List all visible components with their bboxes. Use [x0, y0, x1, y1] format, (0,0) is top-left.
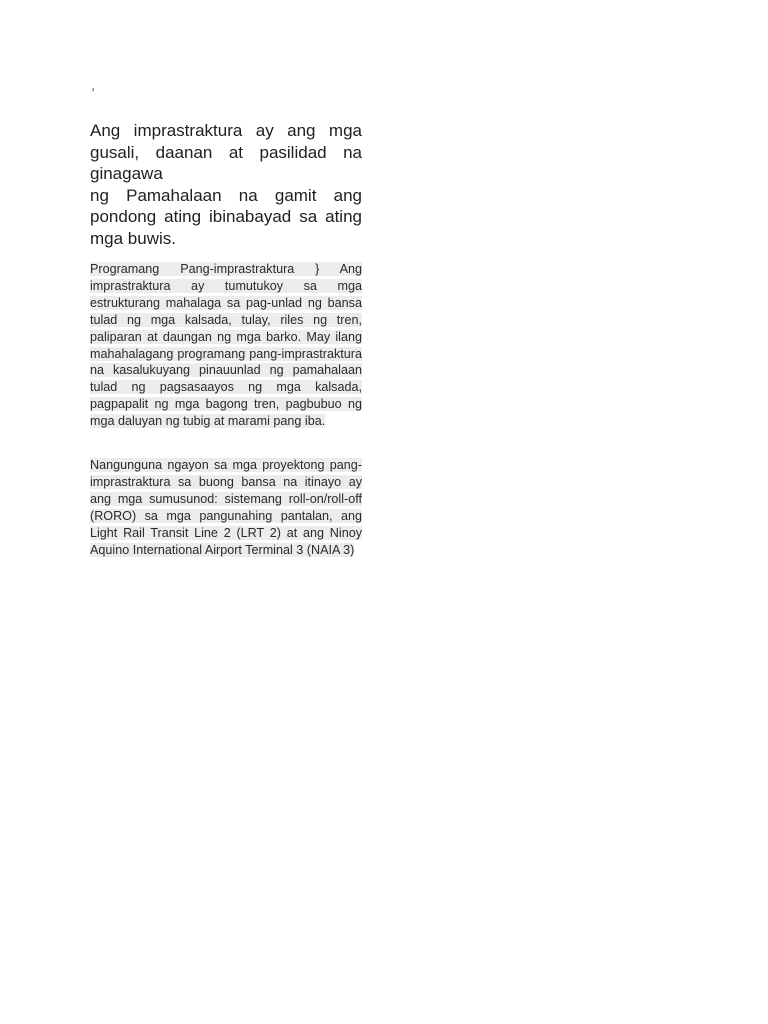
- lead-paragraph: [90, 120, 362, 249]
- lead-line-1: Ang imprastraktura ay ang mga gusali, daanan at pasilidad na ginagawa: [90, 121, 362, 183]
- paragraph-2-text: Nangunguna ngayon sa mga proyektong pang-imprastraktura sa buong bansa na itinayo ay ang mga sumusunod: sistemang roll-on/roll-off (RORO) sa mga pangunahing pantalan, ang Light Rail Transit Line 2 (LRT 2) at ang Ninoy Aquino International Airport Terminal 3 (NAIA 3): [90, 458, 362, 557]
- lead-line-2: ng Pamahalaan na gamit ang pondong ating ibinabayad sa ating mga buwis.: [90, 185, 362, 248]
- paragraph-leading-projects: [90, 457, 362, 558]
- paragraph-infrastructure-program: [90, 261, 362, 430]
- stray-mark: ′: [92, 86, 95, 100]
- paragraph-1-text: Programang Pang-imprastraktura } Ang imprastraktura ay tumutukoy sa mga estrukturang mahalaga sa pag-unlad ng bansa tulad ng mga kalsada, tulay, riles ng tren, paliparan at daungan ng mga barko. May ilang mahahalagang programang pang-imprastraktura na kasalukuyang pinauunlad ng pamahalaan tulad ng pagsasaayos ng mga kalsada, pagpapalit ng mga bagong tren, pagbubuo ng mga daluyan ng tubig at marami pang iba.: [90, 262, 362, 429]
